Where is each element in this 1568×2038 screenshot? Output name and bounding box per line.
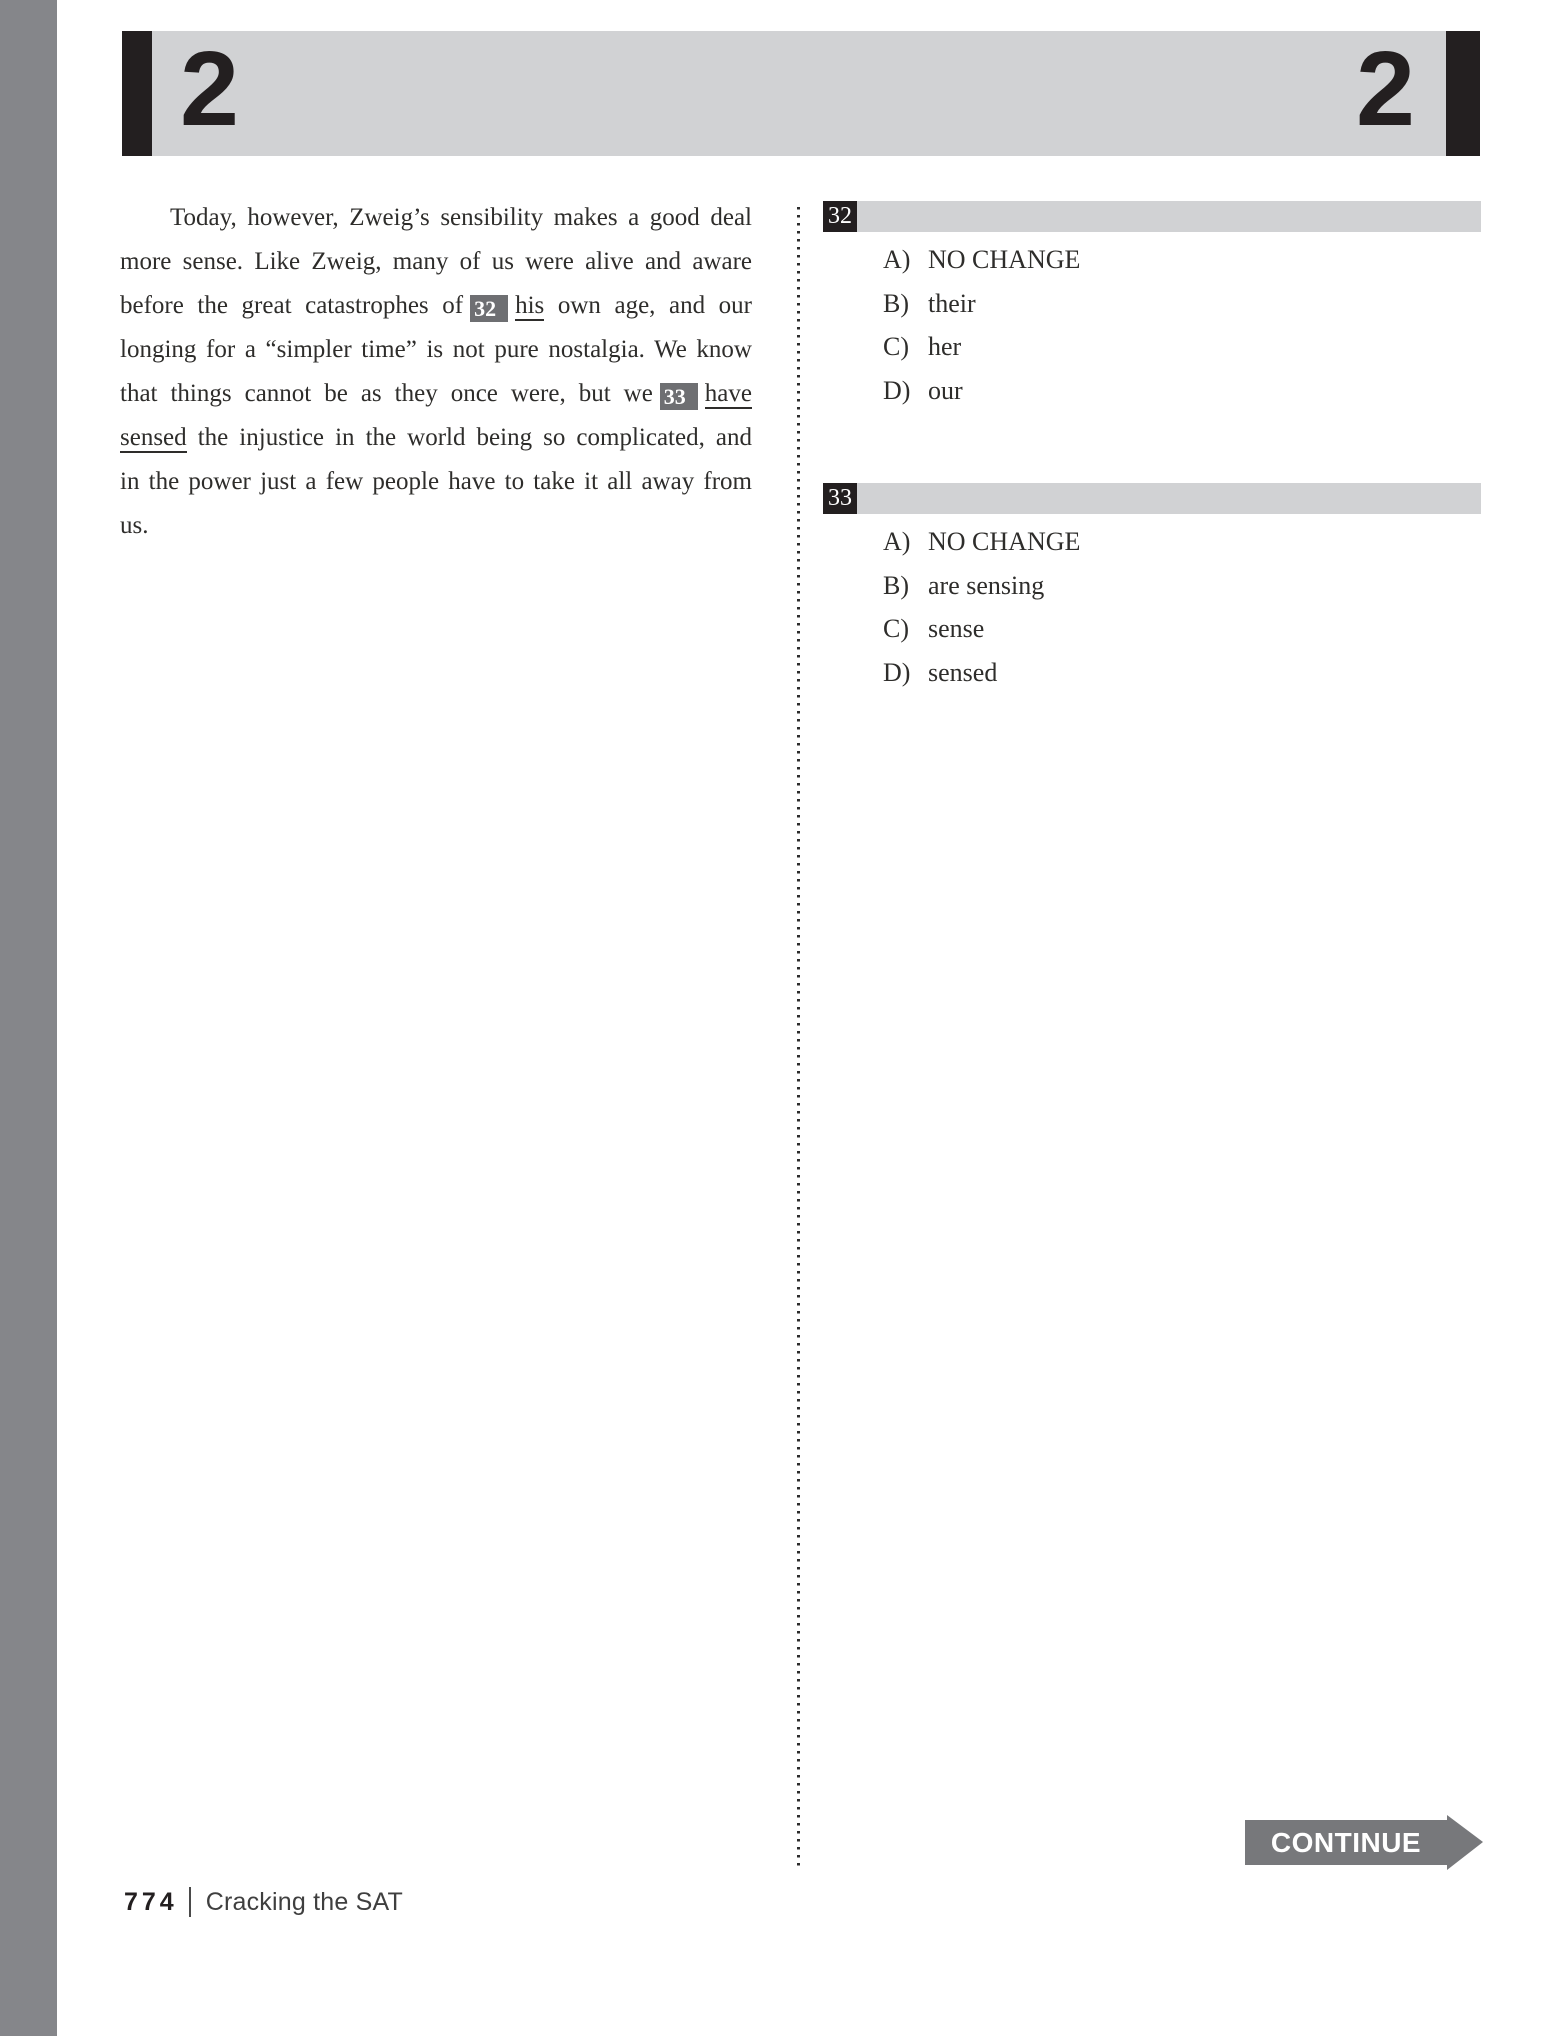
underlined-text: sensed: [120, 424, 187, 451]
choice-letter: D): [883, 375, 911, 405]
passage-line: Today, however, Zweig’s sensibility makes a good deal: [170, 204, 752, 231]
question-33-number-box: 33: [823, 483, 857, 514]
choice-a: [823, 238, 1481, 282]
question-32-number-box: 32: [823, 201, 857, 232]
choice-letter: D): [883, 657, 911, 687]
passage-line: that things cannot be as they once were, but we 33 have: [120, 380, 752, 409]
choice-text: their: [928, 288, 976, 318]
choice-letter: C): [883, 332, 909, 361]
header-right-black-bar: [1446, 31, 1480, 156]
choice-text: are sensing: [928, 570, 1045, 600]
passage-line: sensed the injustice in the world being so complicated, and: [120, 424, 752, 451]
choice-b: [823, 564, 1481, 608]
section-header-bar: [122, 31, 1480, 156]
continue-label: CONTINUE: [1245, 1820, 1447, 1865]
passage-line: more sense. Like Zweig, many of us were alive and aware: [120, 248, 752, 275]
underlined-text: his: [515, 292, 545, 319]
header-left-black-bar: [122, 31, 152, 156]
choice-a: [823, 520, 1481, 564]
question-33-choices: [823, 520, 1481, 694]
continue-button[interactable]: [1245, 1815, 1482, 1870]
question-33-header-bar: [823, 483, 1481, 514]
question-32-choices: [823, 238, 1481, 412]
choice-text: sense: [928, 614, 985, 643]
page-number: 774: [124, 1887, 178, 1916]
section-number-right: 2: [1356, 30, 1415, 148]
inline-question-marker-32: 32: [470, 295, 508, 322]
passage-line: longing for a “simpler time” is not pure nostalgia. We know: [120, 336, 752, 363]
choice-b: [823, 282, 1481, 326]
choice-c: [823, 607, 1481, 651]
page-spine-strip: [0, 0, 57, 2036]
choice-letter: B): [883, 570, 909, 600]
choice-text: NO CHANGE: [928, 527, 1081, 556]
continue-arrow-icon: [1447, 1815, 1483, 1870]
choice-letter: B): [883, 288, 909, 318]
choice-c: [823, 325, 1481, 369]
inline-question-marker-33: 33: [660, 383, 698, 410]
underlined-text: have: [704, 380, 752, 407]
question-32: [823, 201, 1481, 412]
footer-divider: [189, 1887, 191, 1917]
choice-text: NO CHANGE: [928, 245, 1081, 274]
passage-line: before the great catastrophes of 32 his own age, and our: [120, 292, 752, 321]
choice-d: [823, 651, 1481, 695]
choice-letter: A): [883, 245, 911, 274]
book-title: Cracking the SAT: [205, 1887, 403, 1916]
choice-d: [823, 369, 1481, 413]
passage-text: [120, 196, 752, 548]
question-32-header-bar: [823, 201, 1481, 232]
column-divider-dotted-line: [797, 207, 800, 1868]
choice-text: her: [928, 332, 962, 361]
choice-letter: A): [883, 527, 911, 556]
passage-line: us.: [120, 512, 149, 539]
question-33: [823, 483, 1481, 694]
choice-text: sensed: [928, 657, 998, 687]
passage-line: in the power just a few people have to take it all away from: [120, 468, 752, 495]
choice-text: our: [928, 375, 963, 405]
section-number-left: 2: [180, 30, 239, 148]
page-footer: [124, 1886, 403, 1918]
choice-letter: C): [883, 614, 909, 643]
